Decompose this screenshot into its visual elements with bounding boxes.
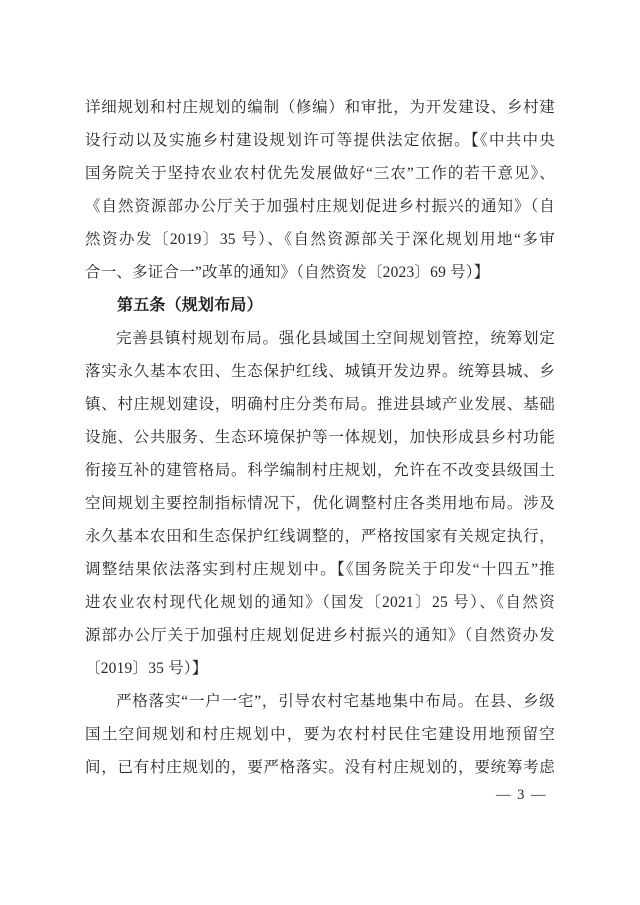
paragraph [85, 685, 555, 784]
text-line: 落实永久基本农田、生态保护红线、城镇开发边界。统筹县城、乡 [85, 363, 555, 380]
text-line: 国务院关于坚持农业农村优先发展做好“三农”工作的若干意见》、 [85, 165, 555, 182]
text-line: 镇、村庄规划建设，明确村庄分类布局。推进县域产业发展、基础 [85, 396, 555, 413]
text-line: 设行动以及实施乡村建设规划许可等提供法定依据。【《中共中央 [85, 132, 555, 149]
text-line: 源部办公厅关于加强村庄规划促进乡村振兴的通知》（自然资办发 [85, 627, 555, 644]
text-line: 国土空间规划和村庄规划中，要为农村村民住宅建设用地预留空 [85, 726, 555, 743]
page-number: — 3 — [496, 787, 547, 803]
paragraph [85, 322, 555, 685]
document-body [85, 91, 555, 784]
text-line: 永久基本农田和生态保护红线调整的，严格按国家有关规定执行， [85, 528, 555, 545]
text-line: 设施、公共服务、生态环境保护等一体规划，加快形成县乡村功能 [85, 429, 555, 446]
text-line: 第五条（规划布局） [117, 297, 263, 314]
section-heading [85, 289, 555, 322]
text-line: 严格落实“一户一宅”，引导农村宅基地集中布局。在县、乡级 [116, 693, 555, 710]
text-line: 详细规划和村庄规划的编制（修编）和审批，为开发建设、乡村建 [85, 99, 555, 116]
text-line: 调整结果依法落实到村庄规划中。【《国务院关于印发“十四五”推 [85, 561, 555, 578]
text-line: 《自然资源部办公厅关于加强村庄规划促进乡村振兴的通知》（自 [85, 198, 555, 215]
text-line: 然资办发〔2019〕35 号）、《自然资源部关于深化规划用地“多审 [85, 231, 555, 248]
text-line: 〔2019〕35 号）】 [85, 660, 208, 677]
text-line: 合一、多证合一”改革的通知》（自然资发〔2023〕69 号）】 [85, 264, 490, 281]
text-line: 衔接互补的建管格局。科学编制村庄规划，允许在不改变县级国土 [85, 462, 555, 479]
text-line: 空间规划主要控制指标情况下，优化调整村庄各类用地布局。涉及 [85, 495, 555, 512]
text-line: 进农业农村现代化规划的通知》（国发〔2021〕25 号）、《自然资 [85, 594, 555, 611]
text-line: 完善县镇村规划布局。强化县域国土空间规划管控，统筹划定 [116, 330, 555, 347]
paragraph [85, 91, 555, 289]
text-line: 间，已有村庄规划的，要严格落实。没有村庄规划的，要统筹考虑 [85, 759, 555, 776]
